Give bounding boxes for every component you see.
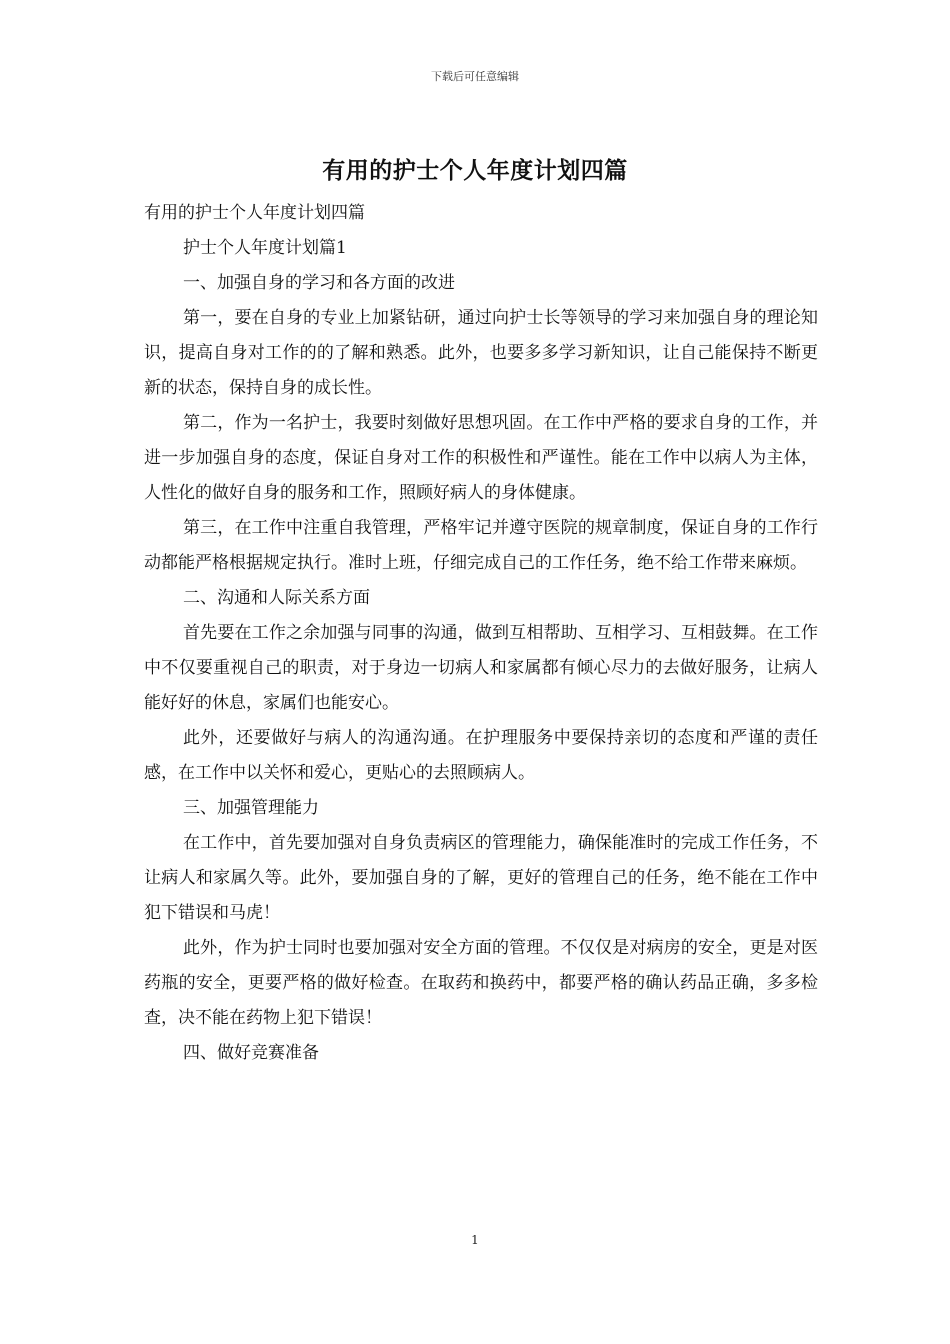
section-heading-communication: 二、沟通和人际关系方面 bbox=[183, 588, 370, 608]
document-body bbox=[144, 196, 818, 1071]
document-title: 有用的护士个人年度计划四篇 bbox=[322, 157, 628, 184]
paragraph-colleague-communication: 首先要在工作之余加强与同事的沟通，做到互相帮助、互相学习、互相鼓舞。在工作中不仅要重视自己的职责，对于身边一切病人和家属都有倾心尽力的去做好服务，让病人能好好的休息，家属们也能安心。 bbox=[144, 623, 818, 713]
paragraph-ward-management: 在工作中，首先要加强对自身负责病区的管理能力，确保能准时的完成工作任务，不让病人和家属久等。此外，要加强自身的了解，更好的管理自己的任务，绝不能在工作中犯下错误和马虎！ bbox=[144, 833, 818, 923]
paragraph-safety-management: 此外，作为护士同时也要加强对安全方面的管理。不仅仅是对病房的安全，更是对医药瓶的安全，更要严格的做好检查。在取药和换药中，都要严格的确认药品正确，多多检查，决不能在药物上犯下错误！ bbox=[144, 938, 818, 1028]
paragraph-second: 第二，作为一名护士，我要时刻做好思想巩固。在工作中严格的要求自身的工作，并进一步加强自身的态度，保证自身对工作的积极性和严谨性。能在工作中以病人为主体，人性化的做好自身的服务和工作，照顾好病人的身体健康。 bbox=[144, 413, 818, 503]
section-heading-plan-1: 护士个人年度计划篇1 bbox=[183, 238, 347, 258]
section-heading-management: 三、加强管理能力 bbox=[183, 798, 319, 818]
section-heading-competition: 四、做好竞赛准备 bbox=[183, 1043, 319, 1063]
page-header-note: 下载后可任意编辑 bbox=[431, 70, 519, 83]
paragraph-first: 第一，要在自身的专业上加紧钻研，通过向护士长等领导的学习来加强自身的理论知识，提高自身对工作的的了解和熟悉。此外，也要多多学习新知识，让自己能保持不断更新的状态，保持自身的成长性。 bbox=[144, 308, 818, 398]
page-number: 1 bbox=[471, 1233, 479, 1247]
section-heading-learning: 一、加强自身的学习和各方面的改进 bbox=[183, 273, 455, 293]
subtitle-line: 有用的护士个人年度计划四篇 bbox=[144, 203, 365, 223]
paragraph-patient-communication: 此外，还要做好与病人的沟通沟通。在护理服务中要保持亲切的态度和严谨的责任感，在工作中以关怀和爱心，更贴心的去照顾病人。 bbox=[144, 728, 818, 783]
paragraph-third: 第三，在工作中注重自我管理，严格牢记并遵守医院的规章制度，保证自身的工作行动都能严格根据规定执行。准时上班，仔细完成自己的工作任务，绝不给工作带来麻烦。 bbox=[144, 518, 818, 573]
